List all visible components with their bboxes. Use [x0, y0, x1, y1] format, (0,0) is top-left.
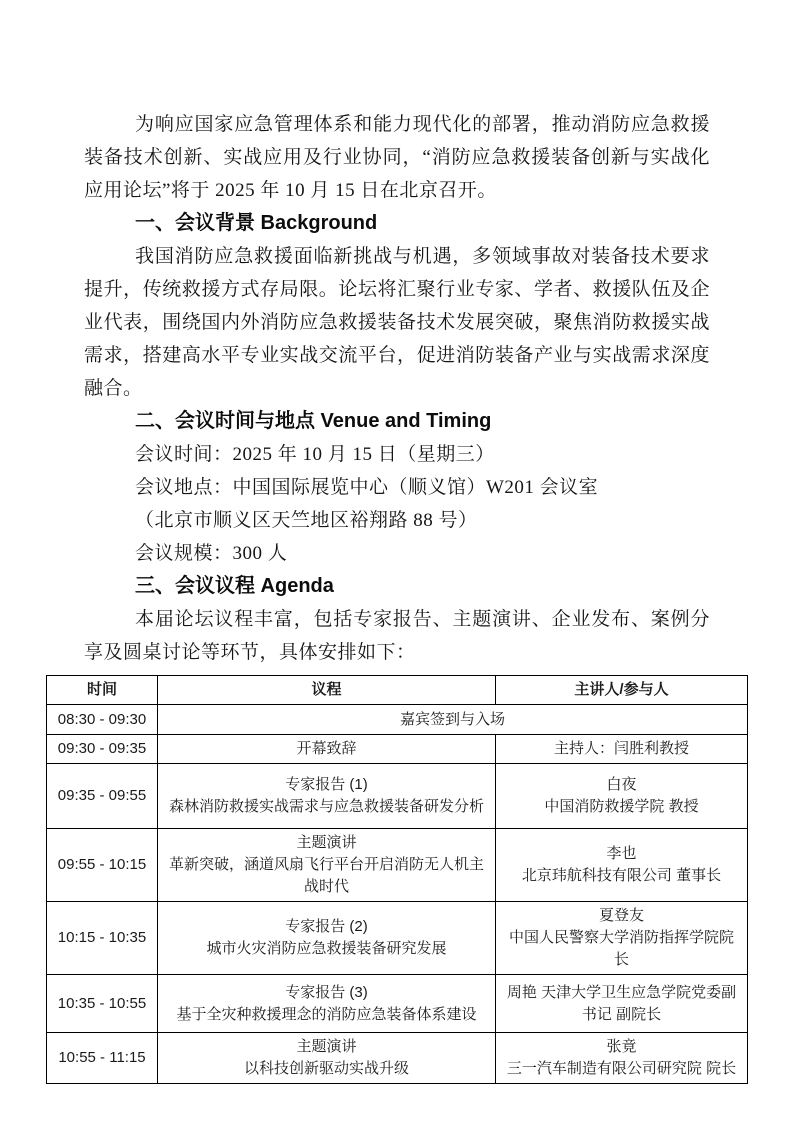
speaker-affiliation: 北京玮航科技有限公司 董事长 [521, 867, 722, 884]
table-row [47, 902, 748, 975]
table-row [47, 705, 748, 735]
header-cell-speaker: 主讲人/参与人 [496, 676, 748, 705]
speaker-cell: 周艳 天津大学卫生应急学院党委副书记 副院长 [496, 975, 748, 1033]
table-row [47, 764, 748, 829]
time-cell: 10:35 - 10:55 [47, 975, 158, 1033]
speaker-name: 李也 [606, 845, 637, 862]
section-heading-agenda: 三、会议议程 Agenda [135, 575, 334, 597]
agenda-topic: 基于全灾种救援理念的消防应急装备体系建设 [176, 1005, 477, 1023]
agenda-intro-paragraph: 本届论坛议程丰富，包括专家报告、主题演讲、企业发布、案例分享及圆桌讨论等环节，具体安排如下： [84, 609, 710, 663]
agenda-title: 主题演讲 [296, 834, 357, 851]
speaker-name: 张竟 [606, 1038, 637, 1055]
agenda-title: 专家报告 (3) [285, 983, 368, 1001]
agenda-cell [158, 975, 496, 1033]
speaker-name: 夏登友 [598, 907, 644, 924]
table-row [47, 975, 748, 1033]
agenda-cell [158, 829, 496, 902]
agenda-cell [158, 764, 496, 829]
table-row [47, 829, 748, 902]
agenda-cell: 开幕致辞 [158, 735, 496, 764]
speaker-cell: 主持人：闫胜利教授 [496, 735, 748, 764]
time-cell: 09:35 - 09:55 [47, 764, 158, 829]
agenda-cell [158, 1033, 496, 1084]
background-paragraph: 我国消防应急救援面临新挑战与机遇，多领域事故对装备技术要求提升，传统救援方式存局限。论坛将汇聚行业专家、学者、救援队伍及企业代表，围绕国内外消防应急救援装备技术发展突破，聚焦消防救援实战需求，搭建高水平专业实战交流平台，促进消防装备产业与实战需求深度融合。 [84, 246, 710, 399]
speaker-cell [496, 902, 748, 975]
venue-info-address: （北京市顺义区天竺地区裕翔路 88 号） [135, 510, 478, 531]
agenda-cell [158, 902, 496, 975]
speaker-cell [496, 829, 748, 902]
agenda-table [46, 675, 748, 1084]
time-cell: 10:15 - 10:35 [47, 902, 158, 975]
time-cell: 09:30 - 09:35 [47, 735, 158, 764]
time-cell: 10:55 - 11:15 [47, 1033, 158, 1084]
venue-info-location: 会议地点：中国国际展览中心（顺义馆）W201 会议室 [135, 477, 599, 498]
speaker-affiliation: 中国人民警察大学消防指挥学院院长 [508, 929, 734, 968]
speaker-name: 白夜 [606, 776, 637, 793]
time-cell: 08:30 - 09:30 [47, 705, 158, 735]
speaker-affiliation: 三一汽车制造有限公司研究院 院长 [506, 1060, 737, 1077]
venue-info-scale: 会议规模：300 人 [135, 543, 288, 564]
agenda-topic: 革新突破，涵道风扇飞行平台开启消防无人机主战时代 [168, 856, 484, 895]
speaker-cell [496, 1033, 748, 1084]
agenda-topic: 以科技创新驱动实战升级 [243, 1060, 409, 1077]
time-cell: 09:55 - 10:15 [47, 829, 158, 902]
agenda-title: 专家报告 (1) [285, 776, 368, 793]
header-cell-agenda: 议程 [158, 676, 496, 705]
header-cell-time: 时间 [47, 676, 158, 705]
agenda-topic: 城市火灾消防应急救援装备研究发展 [206, 940, 447, 957]
table-row [47, 1033, 748, 1084]
venue-info-time: 会议时间：2025 年 10 月 15 日（星期三） [135, 444, 495, 465]
speaker-cell [496, 764, 748, 829]
table-header-row [47, 676, 748, 705]
intro-paragraph: 为响应国家应急管理体系和能力现代化的部署，推动消防应急救援装备技术创新、实战应用及行业协同，“消防应急救援装备创新与实战化应用论坛”将于 2025 年 10 月 15 日在北京召开。 [84, 114, 710, 201]
agenda-cell: 嘉宾签到与入场 [158, 705, 748, 735]
agenda-title: 主题演讲 [296, 1038, 357, 1055]
speaker-affiliation: 中国消防救援学院 教授 [544, 798, 699, 815]
agenda-topic: 森林消防救援实战需求与应急救援装备研发分析 [168, 798, 484, 815]
agenda-title: 专家报告 (2) [285, 918, 368, 935]
section-heading-venue-timing: 二、会议时间与地点 Venue and Timing [135, 410, 492, 432]
section-heading-background: 一、会议背景 Background [135, 212, 378, 234]
table-row [47, 735, 748, 764]
